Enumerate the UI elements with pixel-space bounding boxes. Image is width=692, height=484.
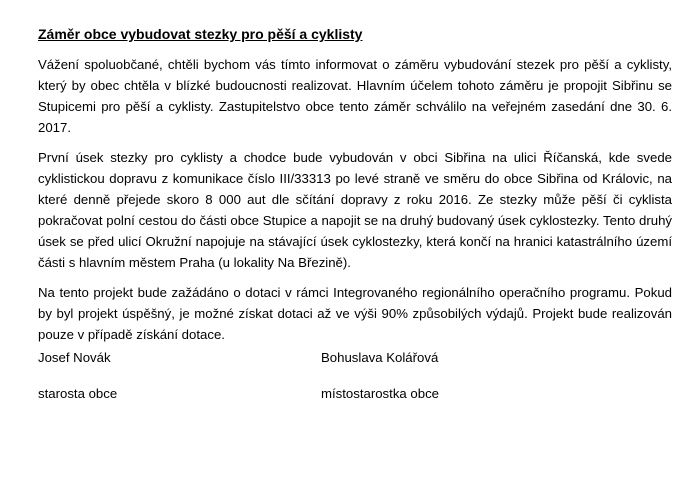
paragraph-first-section: První úsek stezky pro cyklisty a chodce bude vybudován v obci Sibřina na ulici Říčanská, kde svede cyklistickou dopravu z komunikace číslo III/33313 po levé straně ve směru do obce Sibřina od Královic, na které denně přejede skoro 8 000 aut dle sčítání dopravy z roku 2016. Ze stezky může pěší či cyklista pokračovat polní cestou do části obce Stupice a napojit se na druhý budovaný úsek cyklostezky. Tento druhý úsek se před ulicí Okružní napojuje na stávající úsek cyklostezky, která končí na hranici katastrálního území části s hlavním městem Praha (u lokality Na Březině). xyxy=(38,150,672,270)
signature-roles-row xyxy=(38,383,672,404)
signature-block xyxy=(38,347,672,419)
signatory-role-mayor: starosta obce xyxy=(38,386,118,401)
signatory-role-deputy: místostarostka obce xyxy=(321,386,440,401)
signature-names-row xyxy=(38,347,672,368)
signatory-name-deputy: Bohuslava Kolářová xyxy=(321,350,439,365)
paragraph-funding: Na tento projekt bude zažádáno o dotaci v rámci Integrovaného regionálního operačního programu. Pokud by byl projekt úspěšný, je možné získat dotaci až ve výši 90% způsobilých výdajů. Projekt bude realizován pouze v případě získání dotace. xyxy=(38,285,672,342)
paragraph-intro: Vážení spoluobčané, chtěli bychom vás tímto informovat o záměru vybudování stezek pro pěší a cyklisty, který by obec chtěla v blízké budoucnosti realizovat. Hlavním účelem tohoto záměru je propojit Sibřinu se Stupicemi pro pěší a cyklisty. Zastupitelstvo obce tento záměr schválilo na veřejném zasedání dne 30. 6. 2017. xyxy=(38,57,672,135)
signatory-name-mayor: Josef Novák xyxy=(38,350,111,365)
document-body xyxy=(38,24,672,354)
document-title: Záměr obce vybudovat stezky pro pěší a cyklisty xyxy=(38,26,363,42)
